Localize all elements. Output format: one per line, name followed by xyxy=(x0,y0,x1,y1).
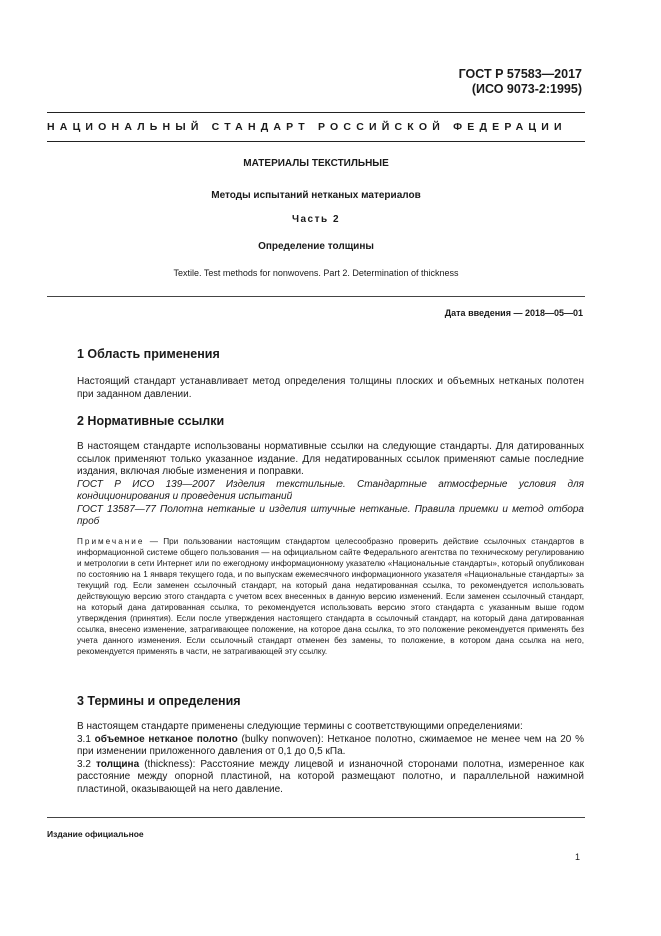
term-3-2-term: толщина xyxy=(95,758,140,770)
section-1-body xyxy=(77,376,584,401)
section-2-body xyxy=(77,441,584,529)
english-title: Textile. Test methods for nonwovens. Part 2. Determination of thickness xyxy=(173,268,459,278)
term-3-1-number: 3.1 xyxy=(77,733,95,745)
term-3-1-term: объемное нетканое полотно xyxy=(94,733,238,745)
section-3-body xyxy=(77,721,584,796)
note-text: — При пользовании настоящим стандартом целесообразно проверить действие ссылочных стандартов в информационной системе общего пользования — на официальном сайте Федерального агентства по техническому регулированию и метрологии в сети Интернет или по ежегодному информационному указателю «Национальные стандарты», который опубликован по состоянию на 1 января текущего года, и по выпускам ежемесячного информационного указателя «Национальные стандарты» за текущий год. Если заменен ссылочный стандарт, на который дана недатированная ссылка, то рекомендуется использовать действующую версию этого стандарта с учетом всех внесенных в данную версию изменений. Если заменен ссылочный стандарт, на который дана датированная ссылка, то рекомендуется использовать версию этого стандарта с указанным выше годом утверждения (принятия). Если после утверждения настоящего стандарта в ссылочный стандарт, на который дана датированная ссылка, внесено изменение, затрагивающее положение, на которое дана ссылка, то это положение рекомендуется применять без учета данного изменения. Если ссылочный стандарт отменен без замены, то положение, в котором дана ссылка на него, рекомендуется применять в части, не затрагивающей эту ссылку. xyxy=(77,537,584,656)
note-label: Примечание xyxy=(77,537,145,546)
section-3-text: В настоящем стандарте применены следующие термины с соответствующими определениями: xyxy=(77,721,523,732)
section-3-heading: 3 Термины и определения xyxy=(77,694,241,708)
standard-designation xyxy=(459,67,582,97)
banner-rule xyxy=(47,141,585,142)
term-3-1-definition: (bulky nonwoven): Нетканое полотно, сжимаемое не менее чем на 20 % при изменении приложенного давления от 0,1 до 0,5 кПа. xyxy=(77,733,584,757)
title-part: Часть 2 xyxy=(291,214,341,225)
top-rule xyxy=(47,112,585,113)
title-line-4: Определение толщины xyxy=(258,241,374,252)
official-edition-label: Издание официальное xyxy=(47,829,144,839)
reference-1: ГОСТ Р ИСО 139—2007 Изделия текстильные. Стандартные атмосферные условия для кондиционирования и проведения испытаний xyxy=(77,478,584,502)
term-3-2 xyxy=(77,759,584,797)
section-2-heading: 2 Нормативные ссылки xyxy=(77,414,225,428)
reference-2: ГОСТ 13587—77 Полотна нетканые и изделия штучные нетканые. Правила приемки и метод отбора проб xyxy=(77,503,584,527)
title-line-1: МАТЕРИАЛЫ ТЕКСТИЛЬНЫЕ xyxy=(243,158,389,169)
page-number: 1 xyxy=(575,852,581,862)
term-3-2-number: 3.2 xyxy=(77,758,96,770)
section-1-text: Настоящий стандарт устанавливает метод определения толщины плоских и объемных нетканых полотен при заданном давлении. xyxy=(77,376,584,400)
iso-number: (ИСО 9073-2:1995) xyxy=(471,82,582,96)
term-3-1 xyxy=(77,734,584,759)
section-1-heading: 1 Область применения xyxy=(77,347,220,361)
note-block xyxy=(77,536,584,657)
gost-number: ГОСТ Р 57583—2017 xyxy=(458,67,582,81)
section-2-text: В настоящем стандарте использованы нормативные ссылки на следующие стандарты. Для датированных ссылок применяют только указанное издание. Для недатированных ссылок применяют самые последние издания, включая любые изменения и поправки. xyxy=(77,441,584,477)
national-standard-banner: НАЦИОНАЛЬНЫЙ СТАНДАРТ РОССИЙСКОЙ ФЕДЕРАЦИИ xyxy=(47,121,567,133)
footer-rule xyxy=(47,817,585,818)
title-line-2: Методы испытаний нетканых материалов xyxy=(211,190,421,201)
introduction-date: Дата введения — 2018—05—01 xyxy=(444,308,583,318)
date-rule xyxy=(47,296,585,297)
term-3-2-definition: (thickness): Расстояние между лицевой и изнаночной сторонами полотна, измеренное как расстояние между опорной пластиной, на которой размещают полотно, и параллельной нажимной пластиной, оказывающей на него давление. xyxy=(77,758,584,795)
